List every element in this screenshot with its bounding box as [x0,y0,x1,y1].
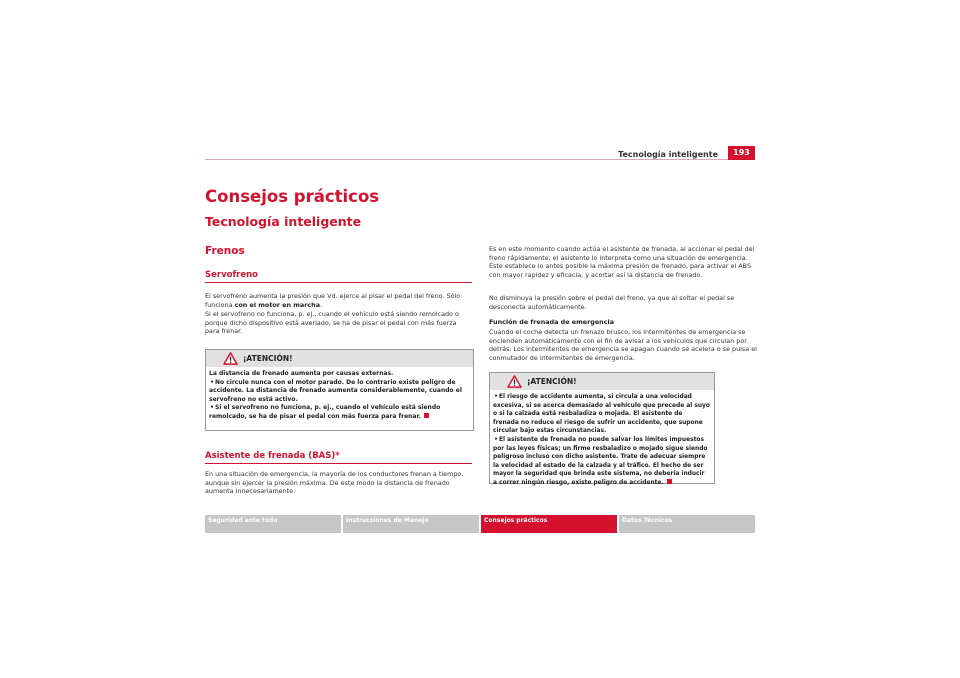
footer-tab-datos[interactable]: Datos Técnicos [619,515,755,533]
bas-paragraph-3: No disminuya la presión sobre el pedal del freno, ya que al soltar el pedal se desconecta automáticamente. [489,294,735,311]
warning-bullet-1 [209,379,469,405]
bullet-icon: • [494,394,498,400]
page-number: 193 [728,146,755,160]
warning-title: ¡ATENCIÓN! [243,354,293,363]
warning-bullet-1 [493,393,710,436]
subsection-title: Frenos [205,245,245,257]
bullet-icon: • [494,436,498,443]
warning-body [490,390,714,491]
servofreno-warning-box [205,349,474,431]
running-header: Tecnología inteligente [618,150,718,159]
footer-tab-seguridad[interactable]: Seguridad ante todo [205,515,341,533]
warning-title: ¡ATENCIÓN! [527,377,577,386]
servofreno-p1-bold: con el motor en marcha [234,300,321,309]
servofreno-paragraph-2: Si el servofreno no funciona, p. ej., cuando el vehículo está siendo remolcado o porque dicho dispositivo está averiado, se ha de pisar el pedal con más fuerza para frenar. [205,310,459,336]
bas-heading: Asistente de frenada (BAS)* [205,451,472,464]
warning-body [206,367,473,425]
warning-bullet-2 [493,436,710,488]
warning-triangle-icon [223,352,238,365]
warning-bullet-1-text: El riesgo de accidente aumenta, si circula a una velocidad excesiva, si se acerca demasiado al vehículo que precede al suyo o si la calzada está resbaladiza o mojada. El asistente de frenada no reduce el riesgo de sufrir un accidente, que supone circular bajo estas circunstancias. [493,394,710,435]
servofreno-p1-text: El servofreno aumenta la presión que Vd. ejerce al pisar el pedal del freno. Sólo funciona [205,292,461,309]
bas-paragraph-4: Cuando el coche detecta un frenazo brusco, los intermitentes de emergencia se encienden automáticamente con el fin de avisar a los vehículos que circulan por detrás. Los intermitentes de emergencia se apagan cuando se acelera o se pulsa el conmutador de intermitentes de emergencia. [489,328,757,362]
warning-bullet-2-text: El asistente de frenada no puede salvar los límites impuestos por las leyes físicas; un firme resbaladizo o mojado sigue siendo peligroso incluso con dicho asistente. Trate de adecuar siempre la velocidad al estado de la calzada y al tráfico. El hecho de ser mayor la seguridad que brinda este sistema, no debería inducir a correr ningún riesgo, existe peligro de accidente. [493,436,708,486]
bullet-icon: • [210,378,214,386]
footer-tab-consejos[interactable]: Consejos prácticos [481,515,617,533]
warning-bullet-2-text: Si el servofreno no funciona, p. ej., cuando el vehículo está siendo remolcado, se ha de pisar el pedal con más fuerza para frenar. [209,404,441,420]
end-mark-icon [424,413,429,418]
end-mark-icon [667,479,672,484]
header-rule [205,159,755,160]
footer-tab-instrucciones[interactable]: Instrucciones de Manejo [343,515,479,533]
emergency-function-heading: Función de frenada de emergencia [489,318,615,326]
bullet-icon: • [210,404,214,412]
section-title: Tecnología inteligente [205,214,362,229]
warning-intro: La distancia de frenado aumenta por causas externas. [209,370,394,377]
bas-paragraph-1: En una situación de emergencia, la mayoría de los conductores frenan a tiempo, aunque sin ejercer la presión máxima. De este modo la distancia de frenado aumenta innecesariamente. [205,470,464,496]
chapter-title: Consejos prácticos [205,187,380,206]
warning-triangle-icon [507,375,522,388]
bas-warning-box [489,372,715,484]
servofreno-paragraph-1 [205,292,473,309]
warning-bullet-1-text: No circule nunca con el motor parado. De lo contrario existe peligro de accidente. La distancia de frenado aumenta considerablemente, cuando el servofreno no está activo. [209,378,462,403]
warning-header [490,373,714,390]
warning-bullet-2 [209,404,469,421]
servofreno-heading: Servofreno [205,270,472,283]
warning-header [206,350,473,367]
bas-paragraph-2: Es en este momento cuando actúa el asistente de frenada, al accionar el pedal del freno rápidamente, el asistente lo interpreta como una situación de emergencia. Éste establece lo antes posible la máxima presión de frenado, para activar el ABS con mayor rapidez y eficacia, y acortar así la distancia de frenado. [489,245,755,279]
servofreno-p1-end: . [320,300,323,309]
